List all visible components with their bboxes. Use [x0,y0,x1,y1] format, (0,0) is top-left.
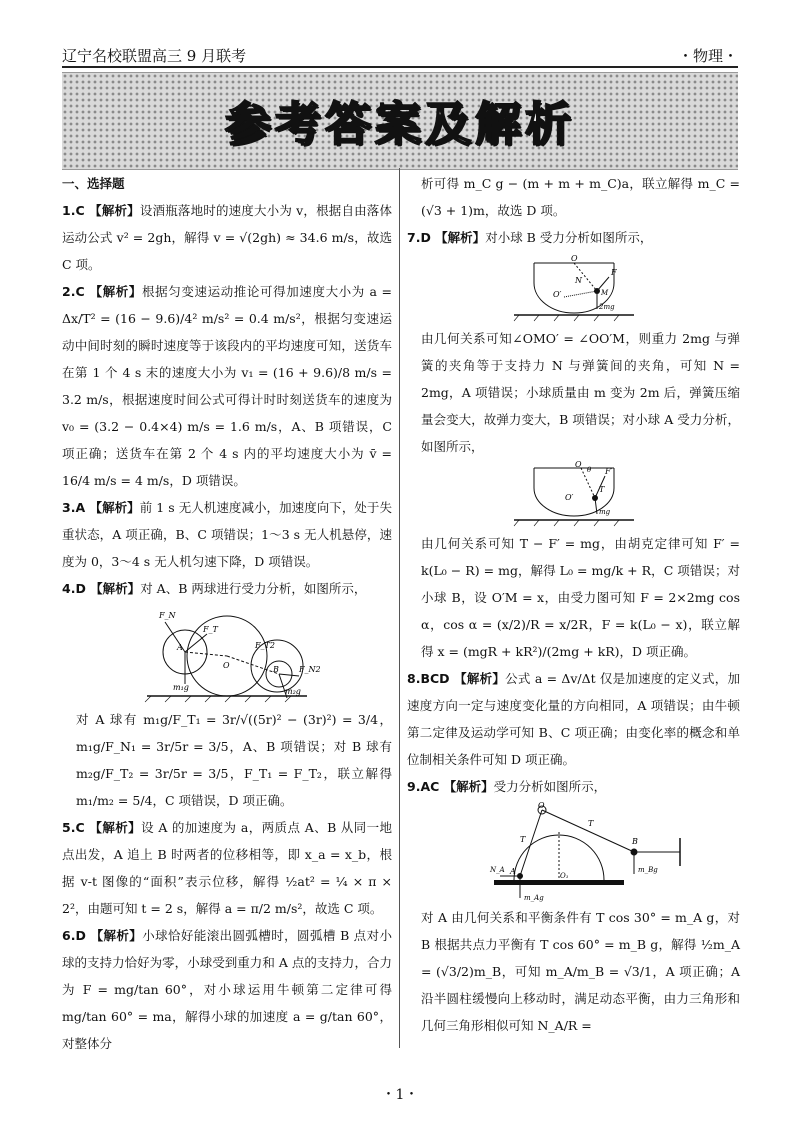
force-diagram-q7b [509,462,639,528]
answer-tag: 1.C 【解析】 [62,203,140,218]
figure-q7b [407,462,740,528]
answer-6 [62,922,392,1057]
answer-tag: 9.AC 【解析】 [407,779,494,794]
header-left: 辽宁名校联盟高三 9 月联考 [62,47,247,65]
section-heading: 一、选择题 [62,176,125,191]
label-t-a: T [519,835,525,844]
answer-8 [407,665,740,773]
answer-4 [62,575,392,602]
figure-q9 [407,802,740,902]
answer-text: 对小球 B 受力分析如图所示， [485,230,653,245]
answer-text: 根据匀变速运动推论可得加速度大小为 a = Δx/T² = (16 − 9.6)/4² m/s² = 0.4 m/s²，根据匀变速运动中间时刻的瞬时速度等于该段内的平均速度可知，送货车在第 1 个 4 s 末的速度大小为 v₁ = (16 + 9.6)/8 m/s = 3.2 m/s，根据速度时间公式可得计时时刻送货车的速度为 v₀ = (3.2 − 0.4×4) m/s = 1.6 m/s，A、B 项错误，C 项正确；送货车在第 2 个 4 s 内的平均速度大小为 v̄ = 16/4 m/s = 4 m/s，D 项错误。 [62,284,392,488]
header-right: ・物理・ [677,47,738,65]
answer-tag: 8.BCD 【解析】 [407,671,506,686]
right-column [407,170,740,1039]
answer-text: 小球恰好能滚出圆弧槽时，圆弧槽 B 点对小球的支持力恰好为零，小球受到重力和 A 点的支持力，合力为 F = mg/tan 60°，对小球运用牛顿第二定律可得 mg/tan 60° = ma，解得小球的加速度 a = g/tan 60°，对整体分 [62,928,392,1051]
answer-1 [62,197,392,278]
label-n: N [574,276,582,285]
label-t-b: T [587,819,593,828]
answer-9-cont: 对 A 由几何关系和平衡条件有 T cos 30° = m_A g，对 B 根据共点力平衡有 T cos 60° = m_B g，解得 ½m_A = (√3/2)m_B，可知 m_A/m_B = √3/1，A 项正确；A 沿半圆柱缓慢向上移动时，满足动态平衡，由力三角形和几何三角形相似可知 N_A/R = [421,910,740,1033]
answer-text: 对 A、B 两球进行受力分析，如图所示， [140,581,367,596]
answer-text: 公式 a = Δv/Δt 仅是加速度的定义式，加速度方向一定与速度变化量的方向相同，A 项错误；由牛顿第二定律及运动学可知 B、C 项正确；由变化率的概念和单位制相关条件可知 D 项正确。 [407,671,740,767]
figure-q7a [407,253,740,323]
label-a: A [509,867,516,876]
answer-5 [62,814,392,922]
page-number: ・1・ [381,1087,419,1103]
answer-tag: 5.C 【解析】 [62,820,142,835]
answer-tag: 4.D 【解析】 [62,581,141,596]
label-b: B [273,665,279,674]
label-o1: O₁ [559,872,569,880]
answer-4-cont: 对 A 球有 m₁g/F_T₁ = 3r/√((5r)² − (3r)²) = 3/4，m₁g/F_N₁ = 3r/5r = 3/5，A、B 项错误；对 B 球有 m₂g/F_T₂ = 3r/5r = 3/5，F_T₁ = F_T₂，联立解得 m₁/m₂ = 5/4，C 项错误，D 项正确。 [76,712,392,808]
answer-text: 设 A 的加速度为 a，两质点 A、B 从同一地点出发，A 追上 B 时两者的位移相等，即 x_a = x_b，根据 v-t 图像的“面积”表示位移，解得 ½at² = ¼ × π × 2²，由题可知 t = 2 s，解得 a = π/2 m/s²，故选 C 项。 [62,820,392,916]
answer-tag: 3.A 【解析】 [62,500,140,515]
label-o-prime: O′ [552,290,561,299]
label-mg: mg [598,508,610,516]
answer-6-cont: 析可得 m_C g − (m + m + m_C)a，联立解得 m_C = (√3 + 1)m，故选 D 项。 [421,176,740,218]
answer-3 [62,494,392,575]
answer-tag: 6.D 【解析】 [62,928,143,943]
banner-title: 参考答案及解析 [225,97,575,151]
answer-2 [62,278,392,494]
figure-q4 [62,604,392,704]
label-2mg: 2mg [598,303,615,311]
label-t: T [598,485,604,494]
label-o: O [223,661,230,670]
label-ft2: F_T2 [255,641,275,650]
label-f-prime: F′ [604,467,612,476]
answer-9 [407,773,740,800]
label-theta: θ [586,466,591,474]
answer-7 [407,224,740,251]
answer-tag: 2.C 【解析】 [62,284,143,299]
label-ft: F_T [203,625,218,634]
label-m2g: m₂g [285,687,301,696]
label-o: O [537,801,545,810]
label-m: M [600,289,608,297]
label-m1g: m₁g [173,683,189,692]
answer-text: 受力分析如图所示， [493,779,607,794]
label-o: O [570,254,578,263]
label-na: N_A [489,866,505,874]
label-fn: F_N [159,611,176,620]
label-fn2: F_N2 [299,665,321,674]
force-diagram-q7a [509,253,639,323]
label-o-prime: O′ [564,493,573,502]
page-header [62,40,738,68]
answer-7-cont: 由几何关系可知∠OMO′ = ∠OO′M，则重力 2mg 与弹簧的夹角等于支持力 N 与弹簧间的夹角，可知 N = 2mg，A 项错误；小球质量由 m 变为 2m 后，弹簧压缩量会变大，故弹力变大，B 项错误；对小球 A 受力分析，如图所示， [421,331,740,454]
label-o: O [574,460,582,469]
label-f: F [610,268,617,277]
left-column [62,170,392,1057]
label-mbg: m_Bg [637,866,658,874]
answer-tag: 7.D 【解析】 [407,230,486,245]
answer-text: 设酒瓶落地时的速度大小为 v，根据自由落体运动公式 v² = 2gh，解得 v = √(2gh) ≈ 34.6 m/s，故选 C 项。 [62,203,392,272]
force-diagram-q9 [454,802,694,902]
label-a: A [177,643,183,652]
title-banner [62,72,738,170]
label-b: B [631,837,638,846]
force-diagram-q4 [137,604,321,704]
column-divider [399,168,400,1048]
answer-text: 前 1 s 无人机速度减小，加速度向下，处于失重状态，A 项正确，B、C 项错误；1～3 s 无人机悬停，速度为 0，3～4 s 无人机匀速下降，D 项错误。 [62,500,392,569]
answer-7-end: 由几何关系可知 T − F′ = mg，由胡克定律可知 F′ = k(L₀ − R) = mg，解得 L₀ = mg/k + R，C 项错误；对小球 B，设 O′M = x，由受力图可知 F = 2×2mg cos α，cos α = (x/2)/R = x/2R，F = k(L₀ − x)，联立解得 x = (mgR + kR²)/(2mg + kR)，D 项正确。 [421,536,740,659]
label-mag: m_Ag [523,894,544,902]
